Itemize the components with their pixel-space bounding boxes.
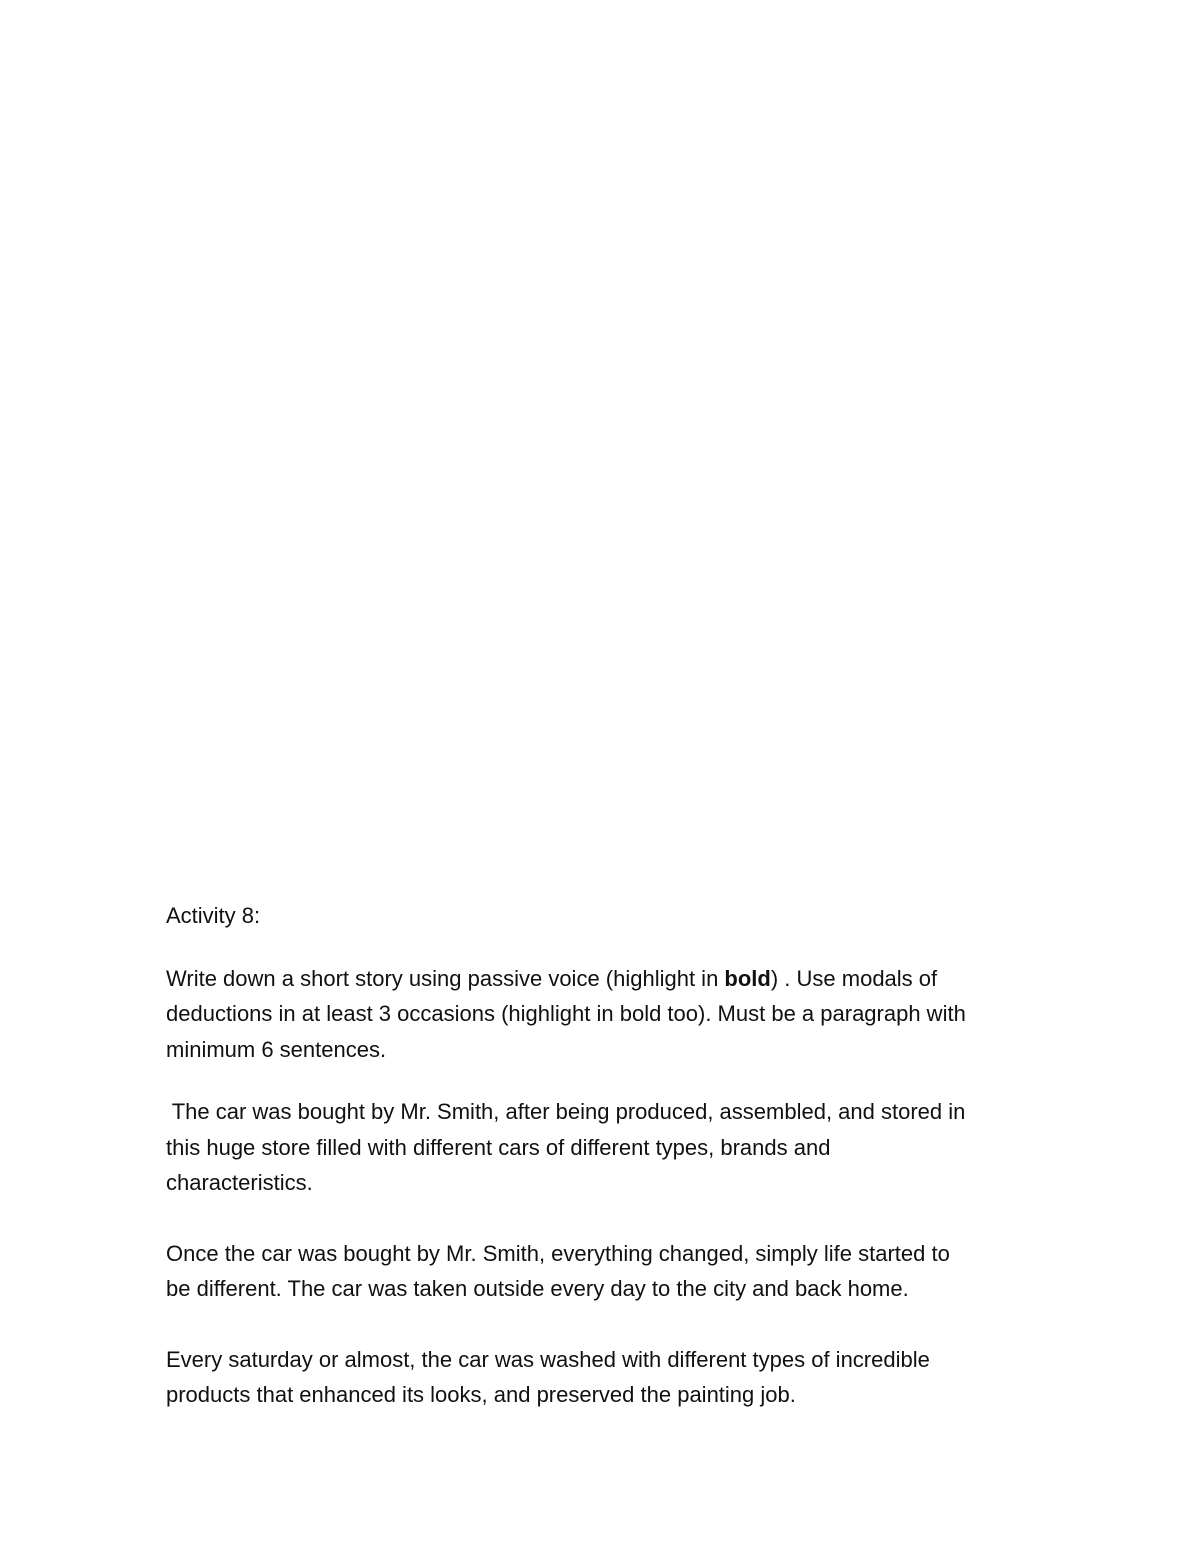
- story-paragraph-2-line-2: be different. The car was taken outside every day to the city and back home.: [166, 1276, 909, 1301]
- spacer: [166, 934, 1046, 961]
- instructions-line-2: deductions in at least 3 occasions (highlight in bold too). Must be a paragraph with: [166, 1001, 966, 1026]
- activity-heading: [166, 898, 1046, 934]
- instructions-line-3: minimum 6 sentences.: [166, 1036, 387, 1062]
- spacer: [166, 1307, 1046, 1342]
- instructions-line-1-start: Write down a short story using passive voice (highlight in: [166, 965, 725, 991]
- story-paragraph-3: [166, 1342, 1046, 1413]
- story-paragraph-1-line-3: characteristics.: [166, 1170, 313, 1195]
- instructions-line-1: [166, 961, 1046, 997]
- bold-keyword: bold: [724, 965, 771, 991]
- spacer: [166, 1201, 1046, 1236]
- document-body: [166, 898, 1046, 1413]
- story-paragraph-1: [166, 1094, 1046, 1201]
- story-paragraph-3-line-1: Every saturday or almost, the car was washed with different types of incredible: [166, 1346, 930, 1372]
- story-paragraph-1-line-2: this huge store filled with different cars of different types, brands and: [166, 1134, 831, 1160]
- story-paragraph-2: [166, 1236, 1046, 1307]
- activity-heading-text: Activity 8:: [166, 903, 261, 928]
- instructions-paragraph: [166, 961, 1046, 1068]
- story-paragraph-3-line-2: products that enhanced its looks, and preserved the painting job.: [166, 1382, 796, 1407]
- story-paragraph-1-line-1: The car was bought by Mr. Smith, after being produced, assembled, and stored in: [166, 1099, 966, 1124]
- spacer: [166, 1067, 1046, 1094]
- story-paragraph-2-line-1: Once the car was bought by Mr. Smith, everything changed, simply life started to: [166, 1240, 950, 1266]
- instructions-line-1-end: ) . Use modals of: [770, 965, 938, 991]
